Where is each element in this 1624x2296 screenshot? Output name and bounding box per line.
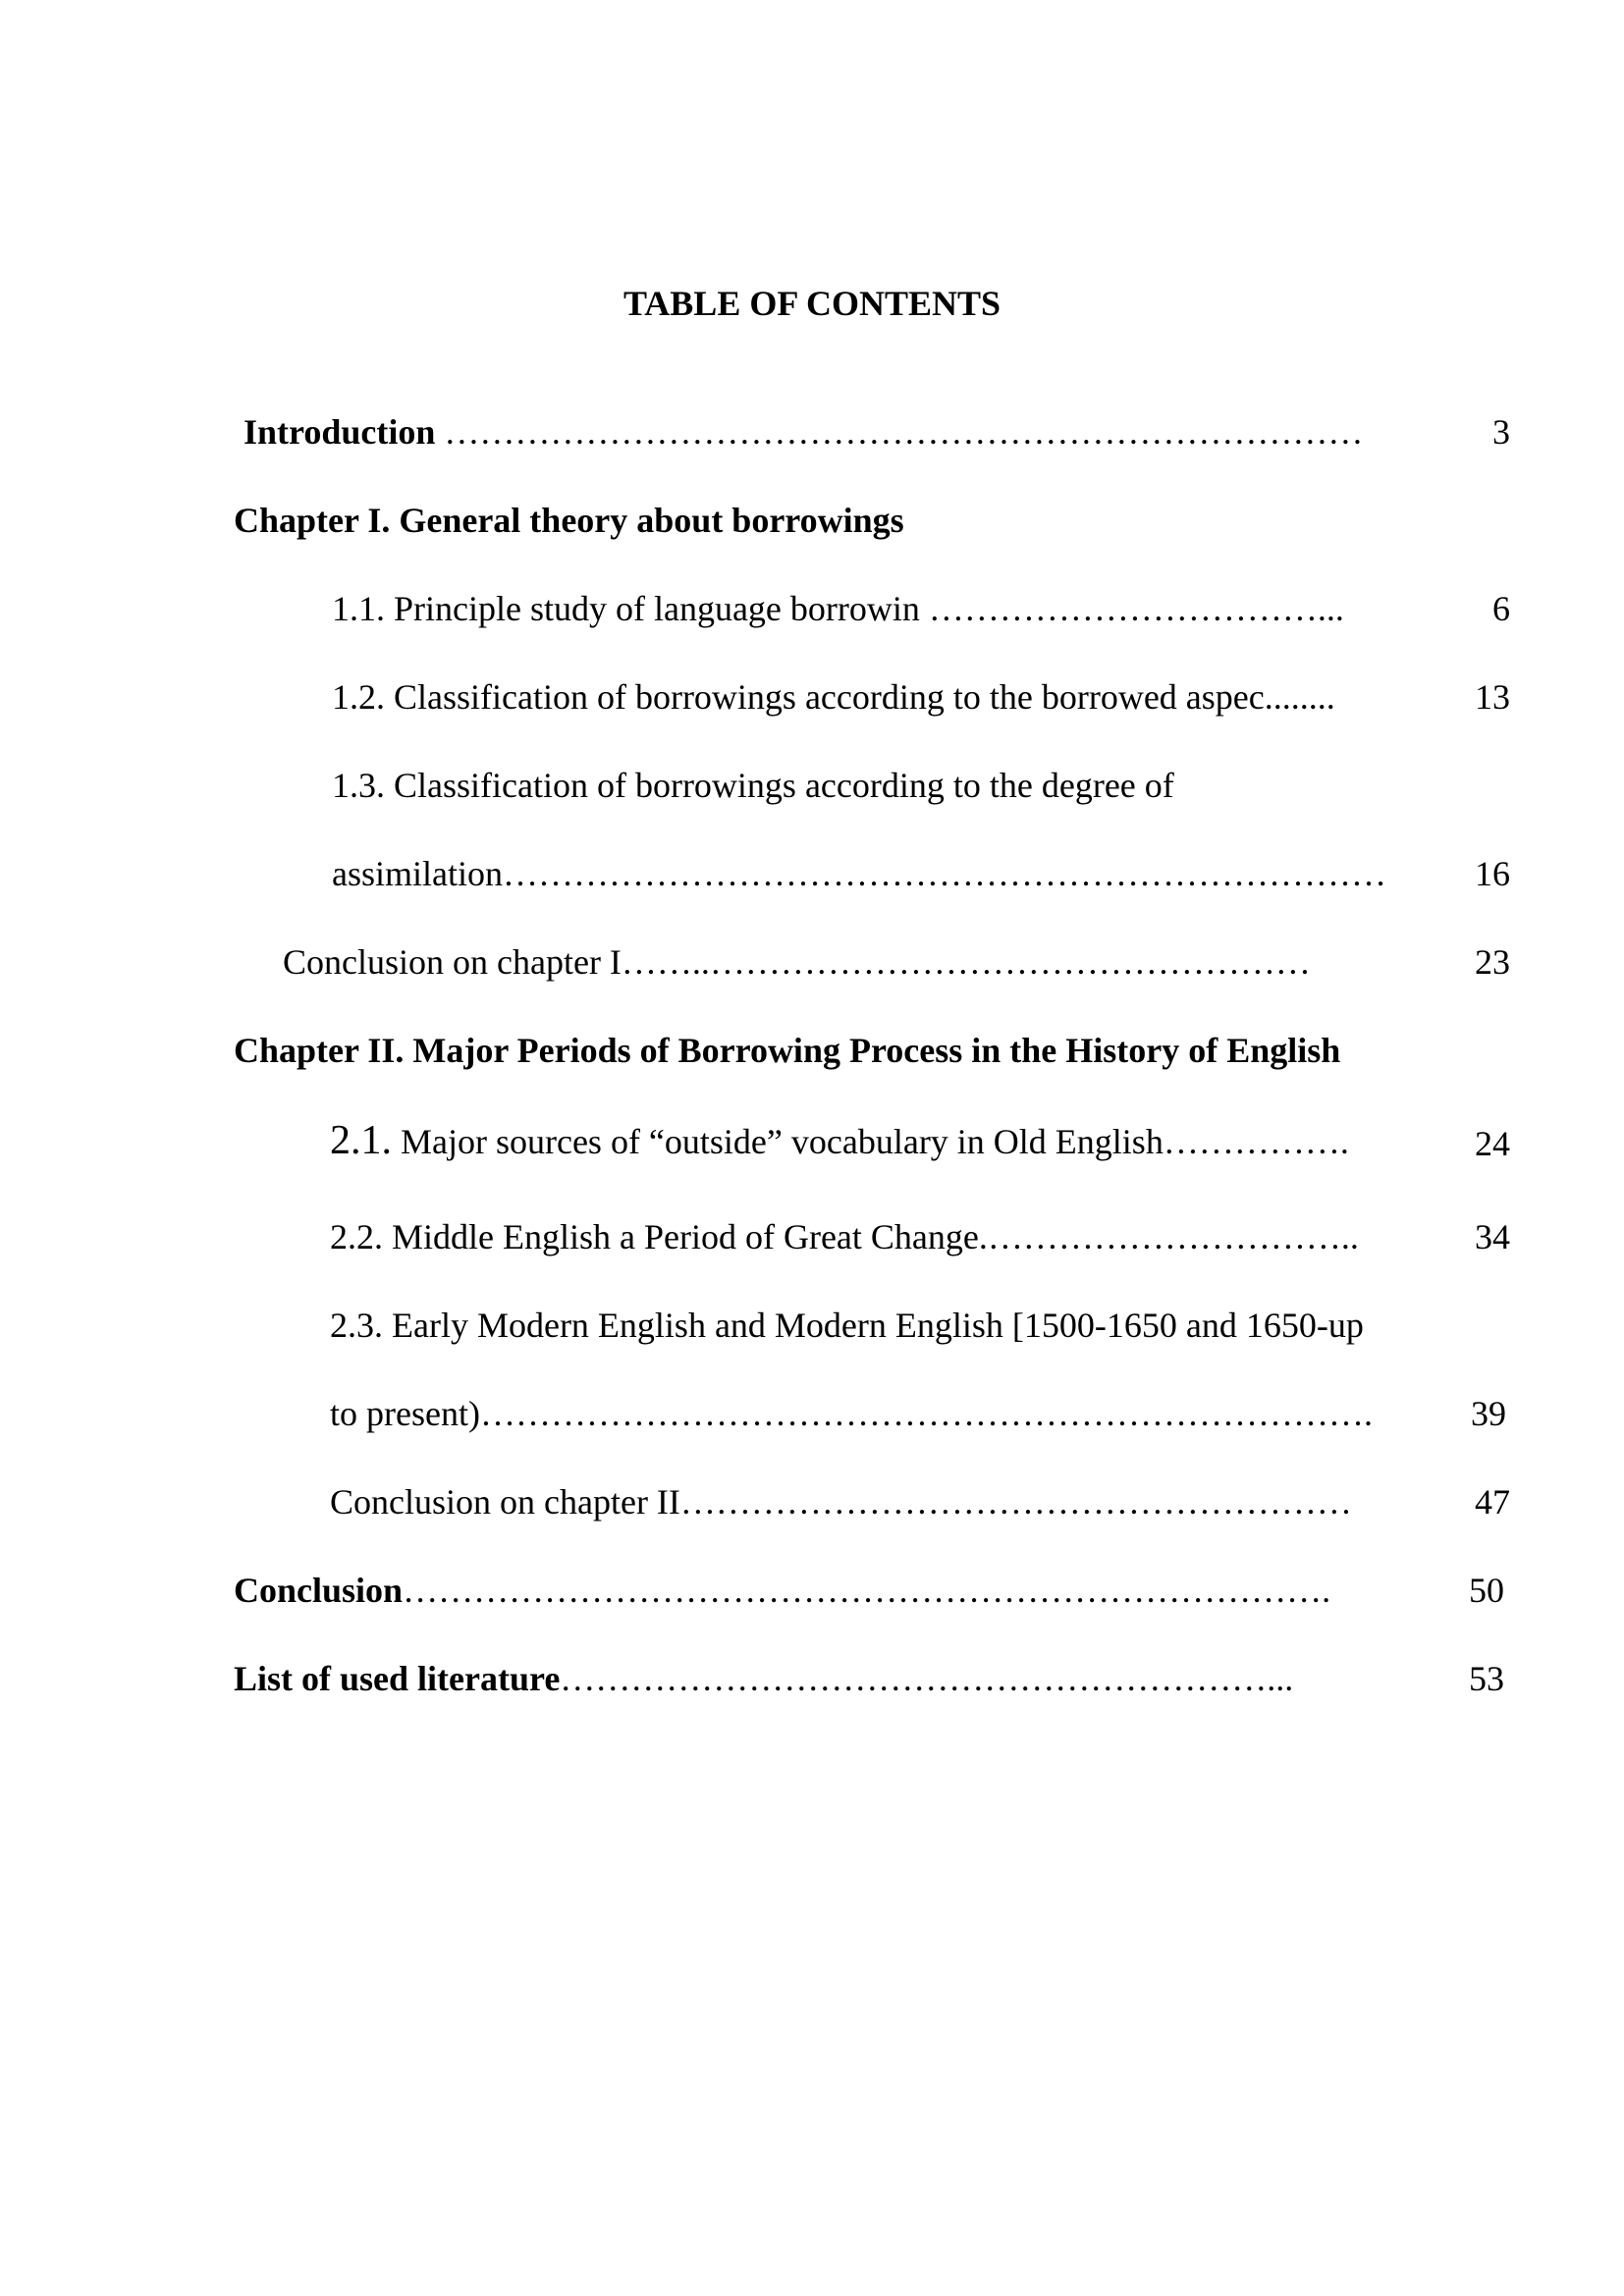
toc-entry-introduction [244,408,1363,455]
toc-entry-label: Introduction [244,412,436,452]
toc-page-number: 24 [1475,1124,1510,1163]
toc-entry-1-2 [332,673,1335,721]
toc-entry-literature [234,1655,1293,1702]
toc-page-number: 16 [1475,854,1510,893]
toc-page-number: 47 [1475,1482,1510,1522]
toc-entry-label: List of used literature [234,1659,561,1698]
toc-leader: ……………………………………………………………………. [403,1571,1331,1610]
toc-entry-conclusion-chapter-1 [283,938,1311,986]
toc-entry-label: Conclusion on chapter I [283,942,622,982]
toc-entry-2-3-continued [330,1390,1373,1437]
toc-entry-label: assimilation [332,854,503,893]
toc-leader: ……………………………... [928,589,1344,628]
toc-leader: ……..…………………………………………… [621,942,1311,982]
toc-leader: ……………. [1163,1122,1349,1161]
toc-leader: ........ [1264,677,1335,717]
toc-entry-conclusion-chapter-2 [330,1478,1352,1525]
toc-title: TABLE OF CONTENTS [623,284,1001,323]
toc-entry-label: Major sources of “outside” vocabulary in Old English [392,1122,1164,1161]
toc-page-number: 34 [1475,1217,1510,1256]
toc-leader: …………………………………………………………………… [435,412,1364,452]
toc-page-number: 39 [1471,1394,1506,1433]
toc-chapter-heading: Chapter I. General theory about borrowings [234,501,904,540]
toc-entry-label: 1.1. Principle study of language borrowin [332,589,929,628]
toc-entry-label: Conclusion [234,1571,404,1610]
toc-entry-conclusion [234,1567,1330,1614]
toc-page-number: 23 [1475,942,1510,982]
toc-entry-1-3-continued [332,850,1386,897]
toc-entry-2-1 [330,1117,1349,1165]
toc-leader: …………………………………………………………………. [479,1394,1373,1433]
toc-entry-2-3: 2.3. Early Modern English and Modern English [1500-1650 and 1650-up [330,1306,1364,1345]
toc-leader: ……………………………………………………... [560,1659,1294,1698]
toc-leader: ………………………………………………… [679,1482,1352,1522]
toc-page-number: 6 [1492,589,1510,628]
toc-entry-label: to present) [330,1394,480,1433]
toc-entry-1-1 [332,585,1344,632]
toc-entry-label: 1.2. Classification of borrowings according to the borrowed aspec [332,677,1265,717]
toc-chapter-heading: Chapter II. Major Periods of Borrowing Process in the History of English [234,1031,1341,1070]
toc-page-number: 50 [1469,1571,1504,1610]
toc-page-number: 53 [1469,1659,1504,1698]
toc-page-number: 3 [1492,412,1510,452]
toc-page-number: 13 [1475,677,1510,717]
toc-leader: ………………………………………………………………… [503,854,1386,893]
toc-entry-number: 2.1. [330,1118,392,1163]
toc-entry-2-2 [330,1213,1359,1260]
toc-entry-label: 2.2. Middle English a Period of Great Change. [330,1217,988,1256]
toc-leader: ………………………….. [987,1217,1359,1256]
toc-entry-label: Conclusion on chapter II [330,1482,680,1522]
toc-entry-1-3: 1.3. Classification of borrowings according to the degree of [332,766,1174,805]
